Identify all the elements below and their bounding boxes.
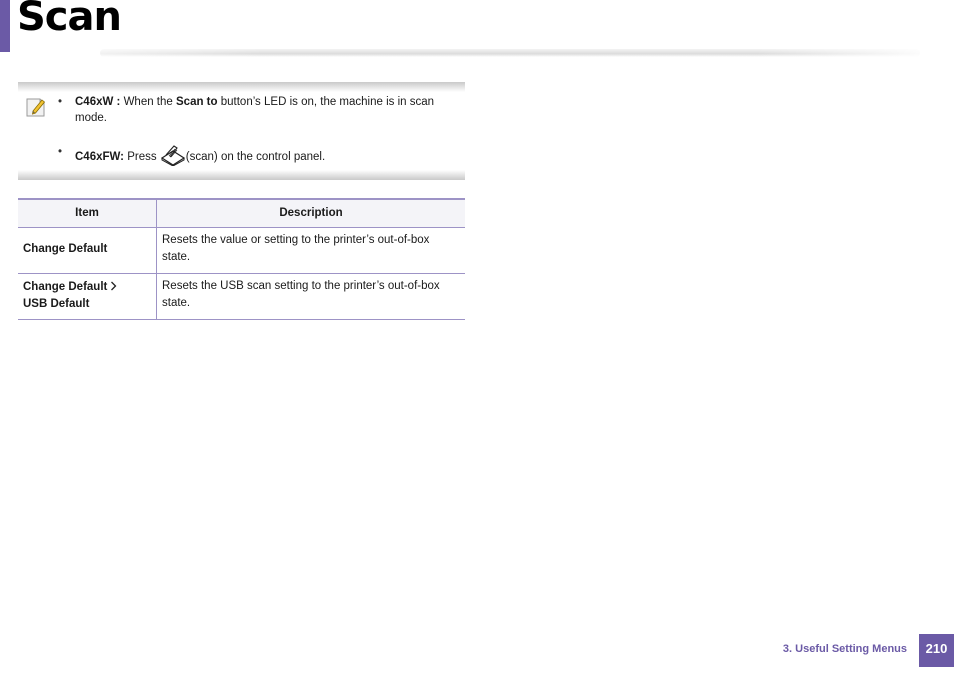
note-top-border <box>18 82 465 92</box>
item-child-label: USB Default <box>23 297 90 310</box>
model-label: C46xW : <box>75 96 121 108</box>
table-row <box>18 274 465 320</box>
scan-to-term: Scan to <box>176 96 218 108</box>
column-header-item: Item <box>18 199 157 228</box>
item-cell: Change Default <box>18 228 157 274</box>
chevron-right-icon <box>110 281 118 291</box>
note-item-c46xfw: • C46xFW: Press (scan) on the control panel. <box>58 144 458 166</box>
item-cell <box>18 274 157 320</box>
settings-table <box>18 198 465 320</box>
page-number-badge: 210 <box>919 634 954 667</box>
note-item-c46xw: • C46xW : When the Scan to button’s LED is on, the machine is in scan mode. <box>58 96 435 124</box>
model-label: C46xFW: <box>75 151 124 163</box>
description-cell: Resets the value or setting to the printer’s out-of-box state. <box>157 228 466 274</box>
page-title: Scan <box>17 0 121 40</box>
description-cell: Resets the USB scan setting to the printer’s out-of-box state. <box>157 274 466 320</box>
title-accent-bar <box>0 0 10 52</box>
table-row <box>18 228 465 274</box>
item-parent-label: Change Default <box>23 280 108 293</box>
note-box <box>18 82 465 180</box>
table-header-row <box>18 199 465 228</box>
note-bottom-border <box>18 170 465 180</box>
footer-section-link[interactable]: 3. Useful Setting Menus <box>782 643 907 655</box>
scan-icon <box>160 144 186 166</box>
column-header-description: Description <box>157 199 466 228</box>
note-pencil-icon <box>24 95 48 119</box>
